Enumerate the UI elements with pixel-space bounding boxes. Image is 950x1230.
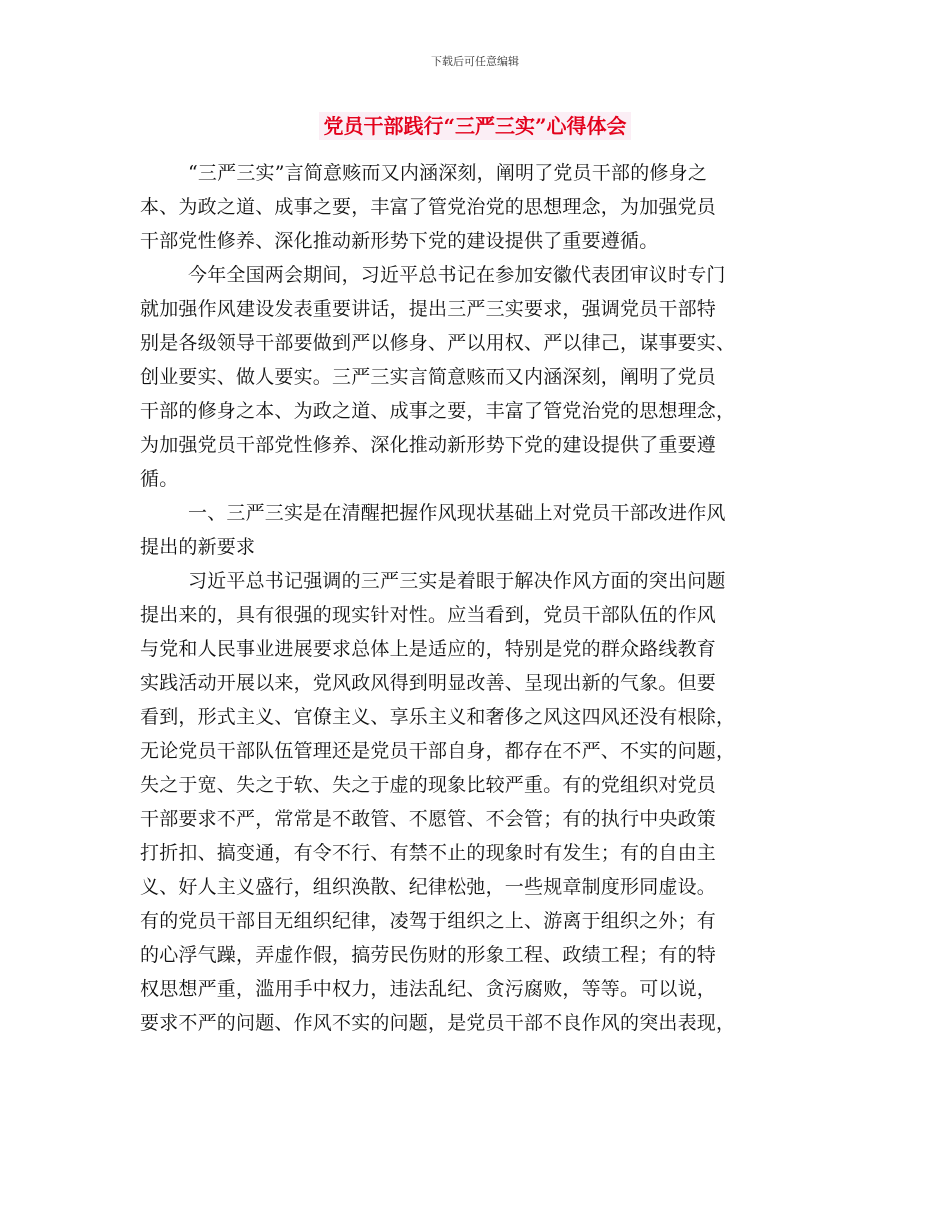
paragraph-line: 权思想严重，滥用手中权力，违法乱纪、贪污腐败，等等。可以说， <box>140 978 717 1000</box>
paragraph-line: 循。 <box>140 468 179 490</box>
paragraph-line: 干部的修身之本、为政之道、成事之要，丰富了管党治党的思想理念， <box>140 400 736 422</box>
paragraph-line: 习近平总书记强调的三严三实是着眼于解决作风方面的突出问题 <box>188 570 726 592</box>
paragraph-line: 别是各级领导干部要做到严以修身、严以用权、严以律己，谋事要实、 <box>140 332 736 354</box>
header-note: 下载后可任意编辑 <box>431 55 519 68</box>
paragraph-line: 的心浮气躁，弄虚作假，搞劳民伤财的形象工程、政绩工程；有的特 <box>140 944 717 966</box>
paragraph-line: 义、好人主义盛行，组织涣散、纪律松弛，一些规章制度形同虚设。 <box>140 876 717 898</box>
paragraph-line: 提出的新要求 <box>140 536 256 558</box>
paragraph-line: 打折扣、搞变通，有令不行、有禁不止的现象时有发生；有的自由主 <box>140 842 717 864</box>
paragraph-line: 有的党员干部目无组织纪律，凌驾于组织之上、游离于组织之外；有 <box>140 910 717 932</box>
paragraph <box>140 258 812 496</box>
paragraph-line: 实践活动开展以来，党风政风得到明显改善、呈现出新的气象。但要 <box>140 672 717 694</box>
paragraph-line: 要求不严的问题、作风不实的问题，是党员干部不良作风的突出表现， <box>140 1012 736 1034</box>
paragraph-line: 创业要实、做人要实。三严三实言简意赅而又内涵深刻，阐明了党员 <box>140 366 717 388</box>
paragraph-line: 无论党员干部队伍管理还是党员干部自身，都存在不严、不实的问题， <box>140 740 736 762</box>
paragraph-line: “三严三实”言简意赅而又内涵深刻，阐明了党员干部的修身之 <box>188 162 708 184</box>
paragraph <box>140 496 812 564</box>
paragraph-line: 看到，形式主义、官僚主义、享乐主义和奢侈之风这四风还没有根除， <box>140 706 736 728</box>
paragraph-line: 干部要求不严，常常是不敢管、不愿管、不会管；有的执行中央政策 <box>140 808 717 830</box>
paragraph-line: 就加强作风建设发表重要讲话，提出三严三实要求，强调党员干部特 <box>140 298 717 320</box>
paragraph-line: 本、为政之道、成事之要，丰富了管党治党的思想理念，为加强党员 <box>140 196 717 218</box>
paragraph-line: 为加强党员干部党性修养、深化推动新形势下党的建设提供了重要遵 <box>140 434 717 456</box>
paragraph-line: 干部党性修养、深化推动新形势下党的建设提供了重要遵循。 <box>140 230 659 252</box>
paragraph-line: 今年全国两会期间，习近平总书记在参加安徽代表团审议时专门 <box>188 264 726 286</box>
paragraph-line: 失之于宽、失之于软、失之于虚的现象比较严重。有的党组织对党员 <box>140 774 717 796</box>
paragraph <box>140 156 812 258</box>
document-body <box>140 156 812 1040</box>
paragraph-line: 一、三严三实是在清醒把握作风现状基础上对党员干部改进作风 <box>188 502 726 524</box>
paragraph-line: 与党和人民事业进展要求总体上是适应的，特别是党的群众路线教育 <box>140 638 717 660</box>
title-container <box>0 112 950 140</box>
paragraph <box>140 564 812 1040</box>
document-title: 党员干部践行“三严三实”心得体会 <box>319 112 630 140</box>
paragraph-line: 提出来的，具有很强的现实针对性。应当看到，党员干部队伍的作风 <box>140 604 717 626</box>
